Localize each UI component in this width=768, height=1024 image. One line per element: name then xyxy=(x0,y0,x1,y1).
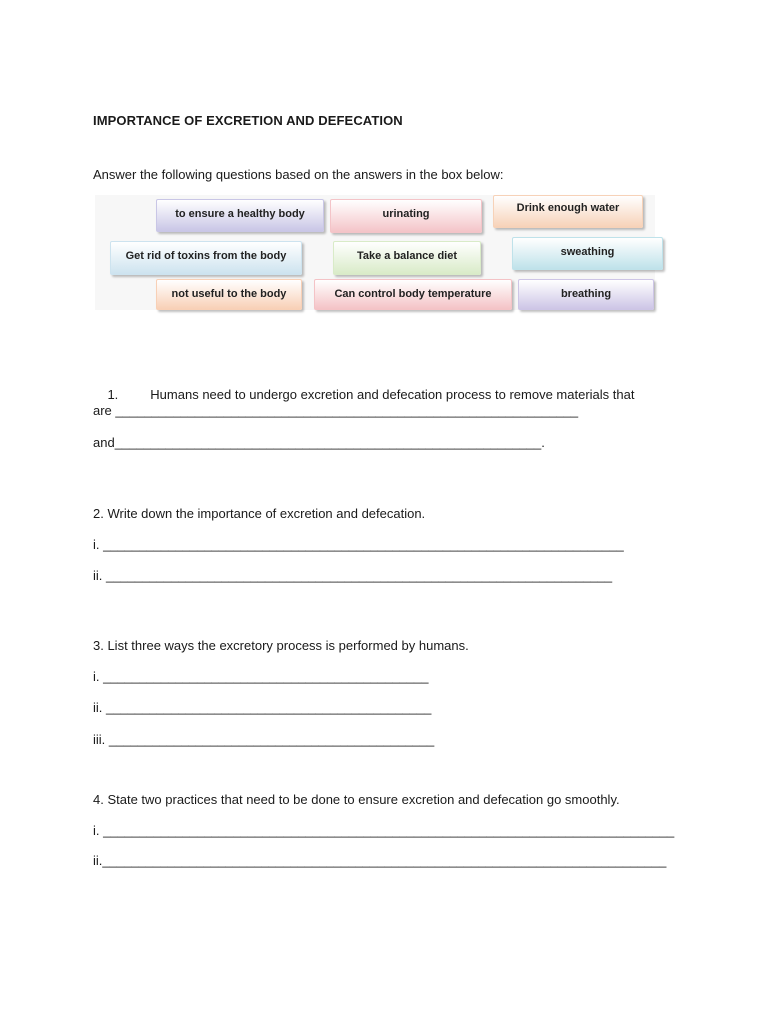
answer-line-3ii[interactable]: ii. _____________________________________________ xyxy=(93,700,432,715)
answer-line-3iii[interactable]: iii. _____________________________________________ xyxy=(93,732,435,747)
question-3: 3. List three ways the excretory process is performed by humans. xyxy=(93,638,469,653)
question-1-number: 1. xyxy=(107,387,119,402)
instructions-text: Answer the following questions based on the answers in the box below: xyxy=(93,167,504,182)
answer-line-2i[interactable]: i. ________________________________________________________________________ xyxy=(93,537,624,552)
answer-line-1b[interactable]: and___________________________________________________________. xyxy=(93,435,545,450)
answer-word: Take a balance diet xyxy=(333,241,481,275)
answer-line-1a[interactable]: are ________________________________________________________________ xyxy=(93,403,579,418)
answer-line-4ii[interactable]: ii.______________________________________________________________________________ xyxy=(93,853,667,868)
question-4: 4. State two practices that need to be done to ensure excretion and defecation go smoothly. xyxy=(93,792,620,807)
answer-line-3i[interactable]: i. _____________________________________________ xyxy=(93,669,429,684)
answer-word: breathing xyxy=(518,279,654,310)
answer-line-4i[interactable]: i. _______________________________________________________________________________ xyxy=(93,823,675,838)
question-2: 2. Write down the importance of excretion and defecation. xyxy=(93,506,426,521)
answer-word: not useful to the body xyxy=(156,279,302,310)
answer-word: Get rid of toxins from the body xyxy=(110,241,302,275)
answer-word: urinating xyxy=(330,199,482,233)
question-1-text: Humans need to undergo excretion and defecation process to remove materials that xyxy=(150,387,635,402)
answer-line-2ii[interactable]: ii. ______________________________________________________________________ xyxy=(93,568,613,583)
answer-word: Drink enough water xyxy=(493,195,643,228)
answer-word: Can control body temperature xyxy=(314,279,512,310)
answer-word: sweathing xyxy=(512,237,663,270)
worksheet-title: IMPORTANCE OF EXCRETION AND DEFECATION xyxy=(93,113,403,128)
answer-word: to ensure a healthy body xyxy=(156,199,324,232)
